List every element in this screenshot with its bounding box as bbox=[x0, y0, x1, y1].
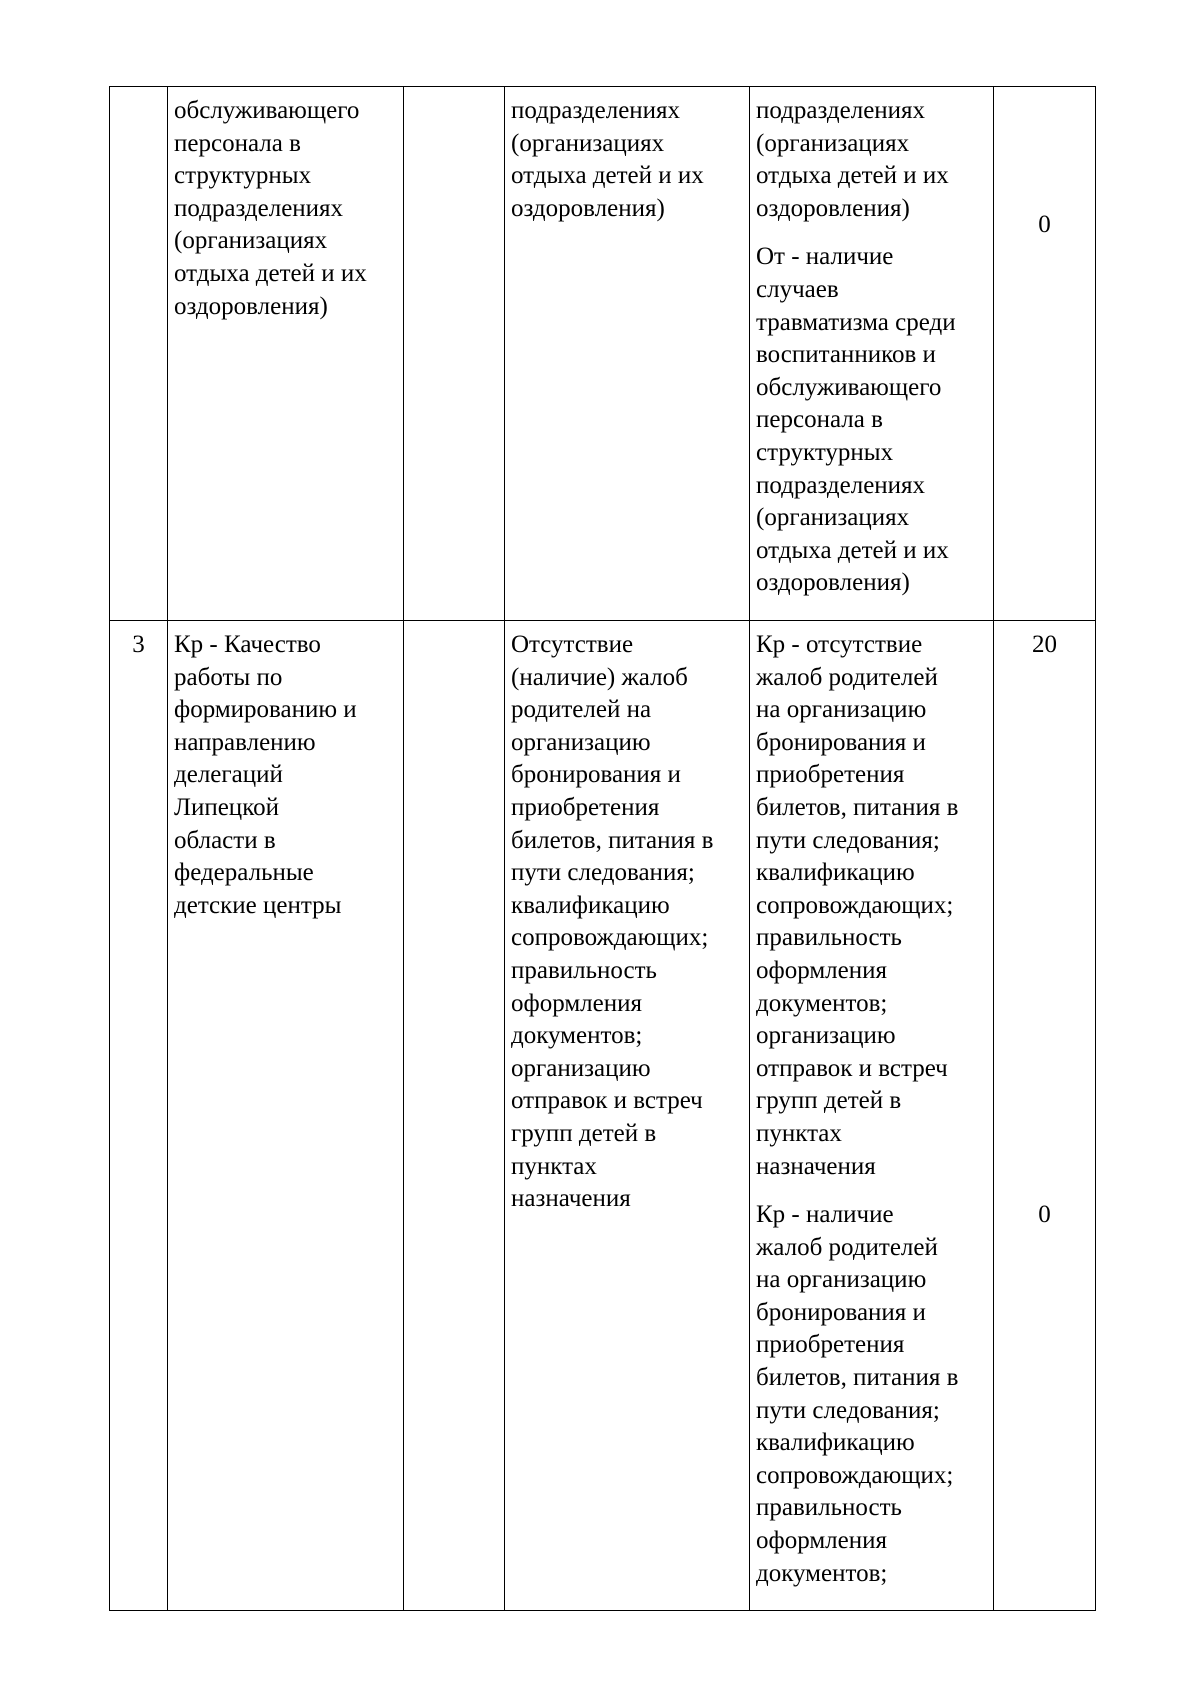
text-line: отдыха детей и их bbox=[756, 162, 949, 190]
text-line: отправок и встреч bbox=[756, 1054, 948, 1082]
condition-cell bbox=[505, 87, 750, 621]
text-line: сопровождающих; bbox=[756, 891, 954, 919]
text-line: оздоровления) bbox=[756, 194, 910, 222]
text-line: бронирования и bbox=[756, 728, 926, 756]
text-line: документов; bbox=[756, 989, 888, 1017]
text-line: приобретения bbox=[756, 1331, 905, 1359]
points-cell bbox=[994, 87, 1096, 621]
text-line: отправок и встреч bbox=[511, 1087, 703, 1115]
table-row bbox=[110, 621, 1096, 1611]
criteria-cell bbox=[750, 87, 994, 621]
text-line: на организацию bbox=[756, 1266, 927, 1294]
text-line: детские центры bbox=[174, 891, 342, 919]
text-line: оформления bbox=[756, 956, 887, 984]
text-line: направлению bbox=[174, 728, 316, 756]
row-number-cell bbox=[110, 87, 168, 621]
text-line: Кр - наличие bbox=[756, 1201, 894, 1229]
table-row bbox=[110, 87, 1096, 621]
text-line: подразделениях bbox=[756, 471, 926, 499]
text-line: групп детей в bbox=[511, 1119, 657, 1147]
text-line: оформления bbox=[756, 1527, 887, 1555]
text-line: билетов, питания в bbox=[756, 1364, 959, 1392]
row-number-cell: 3 bbox=[110, 621, 168, 1611]
text-line: структурных bbox=[174, 162, 312, 190]
text-line: организацию bbox=[756, 1022, 896, 1050]
text-line: области в bbox=[174, 826, 276, 854]
text-line: назначения bbox=[756, 1152, 876, 1180]
text-line: оздоровления) bbox=[511, 194, 665, 222]
text-line: оздоровления) bbox=[756, 569, 910, 597]
text-line: Кр - отсутствие bbox=[756, 631, 923, 658]
text-line: на организацию bbox=[756, 696, 927, 724]
text-line: От - наличие bbox=[756, 243, 894, 271]
text-line: (наличие) жалоб bbox=[511, 663, 688, 691]
text-line: Липецкой bbox=[174, 793, 279, 821]
text-line: пунктах bbox=[756, 1119, 842, 1147]
text-line: федеральные bbox=[174, 859, 314, 887]
text-line: (организациях bbox=[756, 129, 910, 157]
points-value: 0 bbox=[1038, 210, 1051, 238]
text-line: подразделениях bbox=[174, 194, 344, 222]
text-line: сопровождающих; bbox=[756, 1461, 954, 1489]
text-line: персонала в bbox=[756, 406, 883, 434]
text-line: работы по bbox=[174, 663, 283, 691]
text-line: сопровождающих; bbox=[511, 924, 709, 952]
text-line: оздоровления) bbox=[174, 292, 328, 320]
indicator-name-cell bbox=[168, 621, 404, 1611]
text-line: (организациях bbox=[756, 504, 910, 532]
empty-cell bbox=[404, 87, 505, 621]
text-line: отдыха детей и их bbox=[174, 259, 367, 287]
text-line: пути следования; bbox=[511, 859, 695, 887]
text-line: жалоб родителей bbox=[756, 1233, 938, 1261]
points-value: 20 bbox=[1032, 631, 1057, 658]
text-line: пути следования; bbox=[756, 1396, 940, 1424]
condition-cell bbox=[505, 621, 750, 1611]
text-line: отдыха детей и их bbox=[511, 162, 704, 190]
text-line: воспитанников и bbox=[756, 341, 936, 369]
text-line: документов; bbox=[511, 1022, 643, 1050]
text-line: билетов, питания в bbox=[511, 826, 714, 854]
text-line: делегаций bbox=[174, 761, 283, 789]
text-line: подразделениях bbox=[511, 97, 681, 124]
text-line: обслуживающего bbox=[756, 373, 942, 401]
text-line: пунктах bbox=[511, 1152, 597, 1180]
points-cell bbox=[994, 621, 1096, 1611]
text-line: случаев bbox=[756, 275, 839, 303]
text-line: правильность bbox=[756, 1494, 902, 1522]
text-line: подразделениях bbox=[756, 97, 926, 124]
text-line: пути следования; bbox=[756, 826, 940, 854]
text-line: травматизма среди bbox=[756, 308, 956, 336]
text-line: Кр - Качество bbox=[174, 631, 321, 658]
text-line: Отсутствие bbox=[511, 631, 634, 658]
text-line: обслуживающего bbox=[174, 97, 360, 124]
text-line: оформления bbox=[511, 989, 642, 1017]
empty-cell bbox=[404, 621, 505, 1611]
text-line: документов; bbox=[756, 1559, 888, 1587]
text-line: приобретения bbox=[511, 793, 660, 821]
text-line: жалоб родителей bbox=[756, 663, 938, 691]
text-line: родителей на bbox=[511, 696, 652, 724]
text-line: организацию bbox=[511, 728, 651, 756]
text-line: правильность bbox=[511, 956, 657, 984]
text-line: организацию bbox=[511, 1054, 651, 1082]
text-line: бронирования и bbox=[756, 1298, 926, 1326]
text-line: приобретения bbox=[756, 761, 905, 789]
text-line: персонала в bbox=[174, 129, 301, 157]
text-line: (организациях bbox=[511, 129, 665, 157]
text-line: отдыха детей и их bbox=[756, 536, 949, 564]
indicator-name-cell bbox=[168, 87, 404, 621]
text-line: квалификацию bbox=[511, 891, 670, 919]
text-line: квалификацию bbox=[756, 859, 915, 887]
criteria-cell bbox=[750, 621, 994, 1611]
criteria-table bbox=[109, 86, 1096, 1611]
text-line: групп детей в bbox=[756, 1087, 902, 1115]
text-line: назначения bbox=[511, 1185, 631, 1213]
text-line: квалификацию bbox=[756, 1429, 915, 1457]
text-line: (организациях bbox=[174, 227, 328, 255]
text-line: бронирования и bbox=[511, 761, 681, 789]
points-value: 0 bbox=[1038, 1201, 1051, 1229]
text-line: формированию и bbox=[174, 696, 357, 724]
text-line: правильность bbox=[756, 924, 902, 952]
text-line: билетов, питания в bbox=[756, 793, 959, 821]
text-line: структурных bbox=[756, 438, 894, 466]
